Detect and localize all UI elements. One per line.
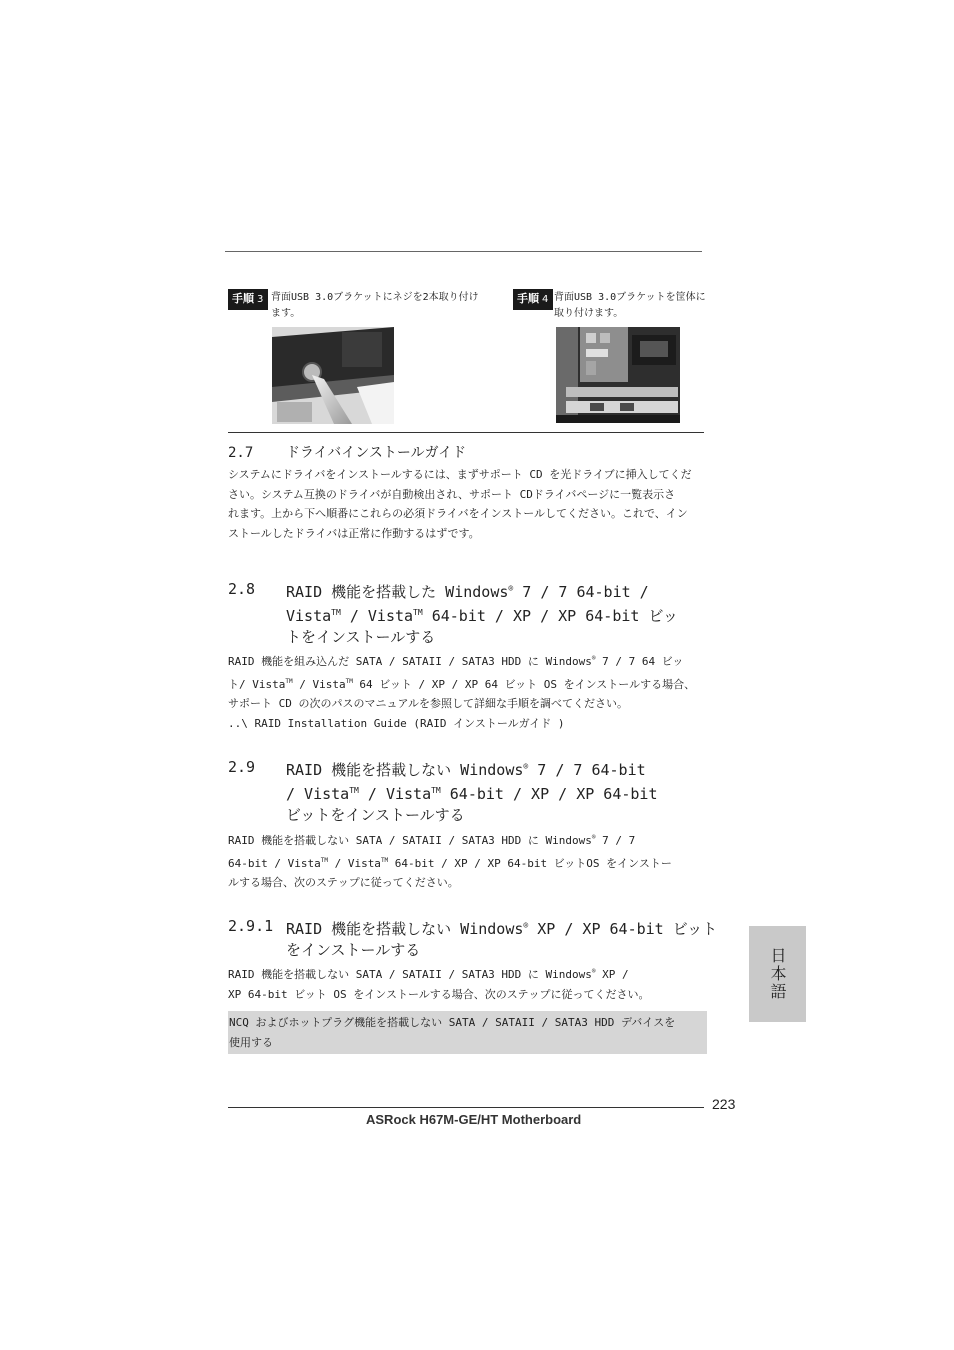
step-3-photo-image: [272, 327, 394, 424]
page-number: 223: [712, 1096, 736, 1112]
step-4-badge: [513, 289, 553, 310]
step-4-photo: [556, 327, 680, 423]
section-2-8-body-line2: [228, 672, 708, 695]
section-2-9-1-number: 2.9.1: [228, 917, 274, 935]
section-2-7-heading: [228, 441, 708, 465]
header-rule: [225, 251, 702, 252]
trademark-mark: TM: [285, 677, 293, 685]
note-line1: NCQ およびホットプラグ機能を搭載しない SATA / SATAII / SATA3 HDD デバイスを: [229, 1016, 676, 1029]
section-2-9-body-line2: [228, 851, 708, 874]
section-2-9-number: 2.9: [228, 758, 256, 776]
section-2-9-1-title-line1: [286, 914, 717, 941]
step-4-number: 4: [542, 294, 549, 305]
section-2-8-title-l2b: / Vista: [340, 607, 414, 625]
section-2-9-title-l2a: / Vista: [286, 785, 350, 803]
section-2-9-1-title-line2: をインストールする: [286, 941, 421, 959]
section-2-9-body-l2c: 64-bit / XP / XP 64-bit ビットOS をインストー: [388, 856, 672, 870]
section-2-9-title-l2c: 64-bit / XP / XP 64-bit: [440, 785, 658, 803]
steps-rule: [228, 432, 704, 433]
section-2-9-1-body: [228, 962, 708, 1004]
language-tab-label: 日本語: [768, 947, 787, 1001]
step-3-text: [271, 290, 496, 322]
section-2-9-title-l1b: 7 / 7 64-bit: [528, 761, 646, 779]
section-2-9-body-l1a: RAID 機能を搭載しない SATA / SATAII / SATA3 HDD に Windows: [228, 834, 592, 847]
section-2-8-body-l1b: 7 / 7 64 ビッ: [595, 655, 684, 668]
section-2-9-1-body-line1: [228, 962, 708, 985]
registered-mark: ®: [523, 762, 529, 771]
section-2-7-body-line3: れます。上から下へ順番にこれらの必須ドライバをインストールしてください。これで、イン: [228, 507, 688, 520]
step-3-number: 3: [257, 294, 264, 305]
registered-mark: ®: [591, 834, 596, 841]
section-2-8-body-l2b: / Vista: [292, 677, 346, 691]
section-2-9-body-l2a: 64-bit / Vista: [228, 856, 321, 870]
section-2-8-title-line3: トをインストールする: [286, 628, 436, 646]
section-2-9-1-heading: [228, 914, 718, 962]
section-2-8-body-l2c: 64 ビット / XP / XP 64 ビット OS をインストールする場合、: [352, 677, 696, 691]
trademark-mark: TM: [349, 786, 359, 795]
section-2-9-1-body-l1b: XP /: [595, 968, 629, 981]
section-2-9-title-line3: ビットをインストールする: [286, 806, 465, 824]
section-2-7-title: ドライバインストールガイド: [286, 445, 467, 461]
section-2-9-body: [228, 828, 708, 893]
section-2-8-body-l2a: ト/ Vista: [228, 677, 286, 691]
section-2-9-1-title-l1b: XP / XP 64-bit ビット: [528, 920, 718, 938]
footer-rule: [228, 1107, 704, 1108]
section-2-8-title-l2c: 64-bit / XP / XP 64-bit ビッ: [422, 607, 678, 625]
section-2-9-title-l1a: RAID 機能を搭載しない Windows: [286, 761, 524, 779]
trademark-mark: TM: [380, 856, 389, 864]
section-2-8-title-l1b: 7 / 7 64-bit /: [513, 583, 649, 601]
section-2-7-body-line4: ストールしたドライバは正常に作動するはずです。: [228, 526, 480, 540]
section-2-8-number: 2.8: [228, 580, 256, 598]
registered-mark: ®: [508, 584, 514, 593]
section-2-9-body-l1b: 7 / 7: [595, 834, 636, 847]
registered-mark: ®: [523, 921, 529, 930]
section-2-9-title-line1: [286, 755, 646, 782]
footer-title: ASRock H67M-GE/HT Motherboard: [366, 1112, 582, 1127]
section-2-8-title-line2: [286, 601, 678, 628]
step-3-label: 手順: [232, 292, 254, 305]
note-line2: 使用する: [229, 1035, 273, 1049]
language-tab-japanese: [749, 926, 806, 1022]
step-4-text: [554, 290, 714, 322]
section-2-9-body-l2b: / Vista: [327, 856, 381, 870]
step-4-text-line2: 取り付けます。: [554, 308, 624, 319]
section-2-9-body-line3: ルする場合、次のステップに従ってください。: [228, 876, 459, 889]
step-4-photo-image: [556, 327, 680, 423]
ncq-note-box: [228, 1011, 707, 1054]
section-2-9-heading: [228, 755, 708, 827]
step-3-photo: [272, 327, 394, 424]
section-2-7-body-line2: さい。システム互換のドライバが自動検出され、サポート CDドライバページに一覧表示さ: [228, 487, 676, 501]
section-2-8-heading: [228, 577, 708, 649]
trademark-mark: TM: [331, 608, 341, 617]
step-3-badge: [228, 289, 268, 310]
section-2-9-1-body-line2: XP 64-bit ビット OS をインストールする場合、次のステップに従ってください。: [228, 987, 650, 1001]
section-2-8-title-l2a: Vista: [286, 607, 332, 625]
section-2-8-body-line1: [228, 649, 708, 672]
step-4-label: 手順: [517, 292, 539, 305]
section-2-7-body: [228, 465, 708, 543]
step-4-text-line1: 背面USB 3.0ブラケットを筐体に: [554, 292, 706, 303]
section-2-8-body-line3: サポート CD の次のパスのマニュアルを参照して詳細な手順を調べてください。: [228, 697, 629, 710]
trademark-mark: TM: [345, 677, 353, 685]
trademark-mark: TM: [431, 786, 441, 795]
section-2-9-title-line2: [286, 779, 658, 806]
section-2-9-1-body-l1a: RAID 機能を搭載しない SATA / SATAII / SATA3 HDD に Windows: [228, 968, 592, 981]
section-2-9-title-l2b: / Vista: [358, 785, 432, 803]
section-2-8-body-l1a: RAID 機能を組み込んだ SATA / SATAII / SATA3 HDD に Windows: [228, 655, 592, 668]
section-2-8-body: [228, 649, 708, 733]
section-2-7-number: 2.7: [228, 445, 254, 461]
section-2-9-body-line1: [228, 828, 708, 851]
step-3-text-line2: ます。: [271, 308, 301, 319]
section-2-8-title-line1: [286, 577, 649, 604]
section-2-9-1-title-l1a: RAID 機能を搭載しない Windows: [286, 920, 524, 938]
section-2-8-body-line4: ..\ RAID Installation Guide (RAID インストールガイド ): [228, 716, 565, 730]
registered-mark: ®: [591, 968, 596, 975]
trademark-mark: TM: [413, 608, 423, 617]
section-2-7-body-line1: システムにドライバをインストールするには、まずサポート CD を光ドライブに挿入してくだ: [228, 468, 692, 481]
registered-mark: ®: [591, 655, 596, 662]
trademark-mark: TM: [320, 856, 328, 864]
section-2-8-title-l1a: RAID 機能を搭載した Windows: [286, 583, 509, 601]
step-3-text-line1: 背面USB 3.0ブラケットにネジを2本取り付け: [271, 292, 479, 303]
